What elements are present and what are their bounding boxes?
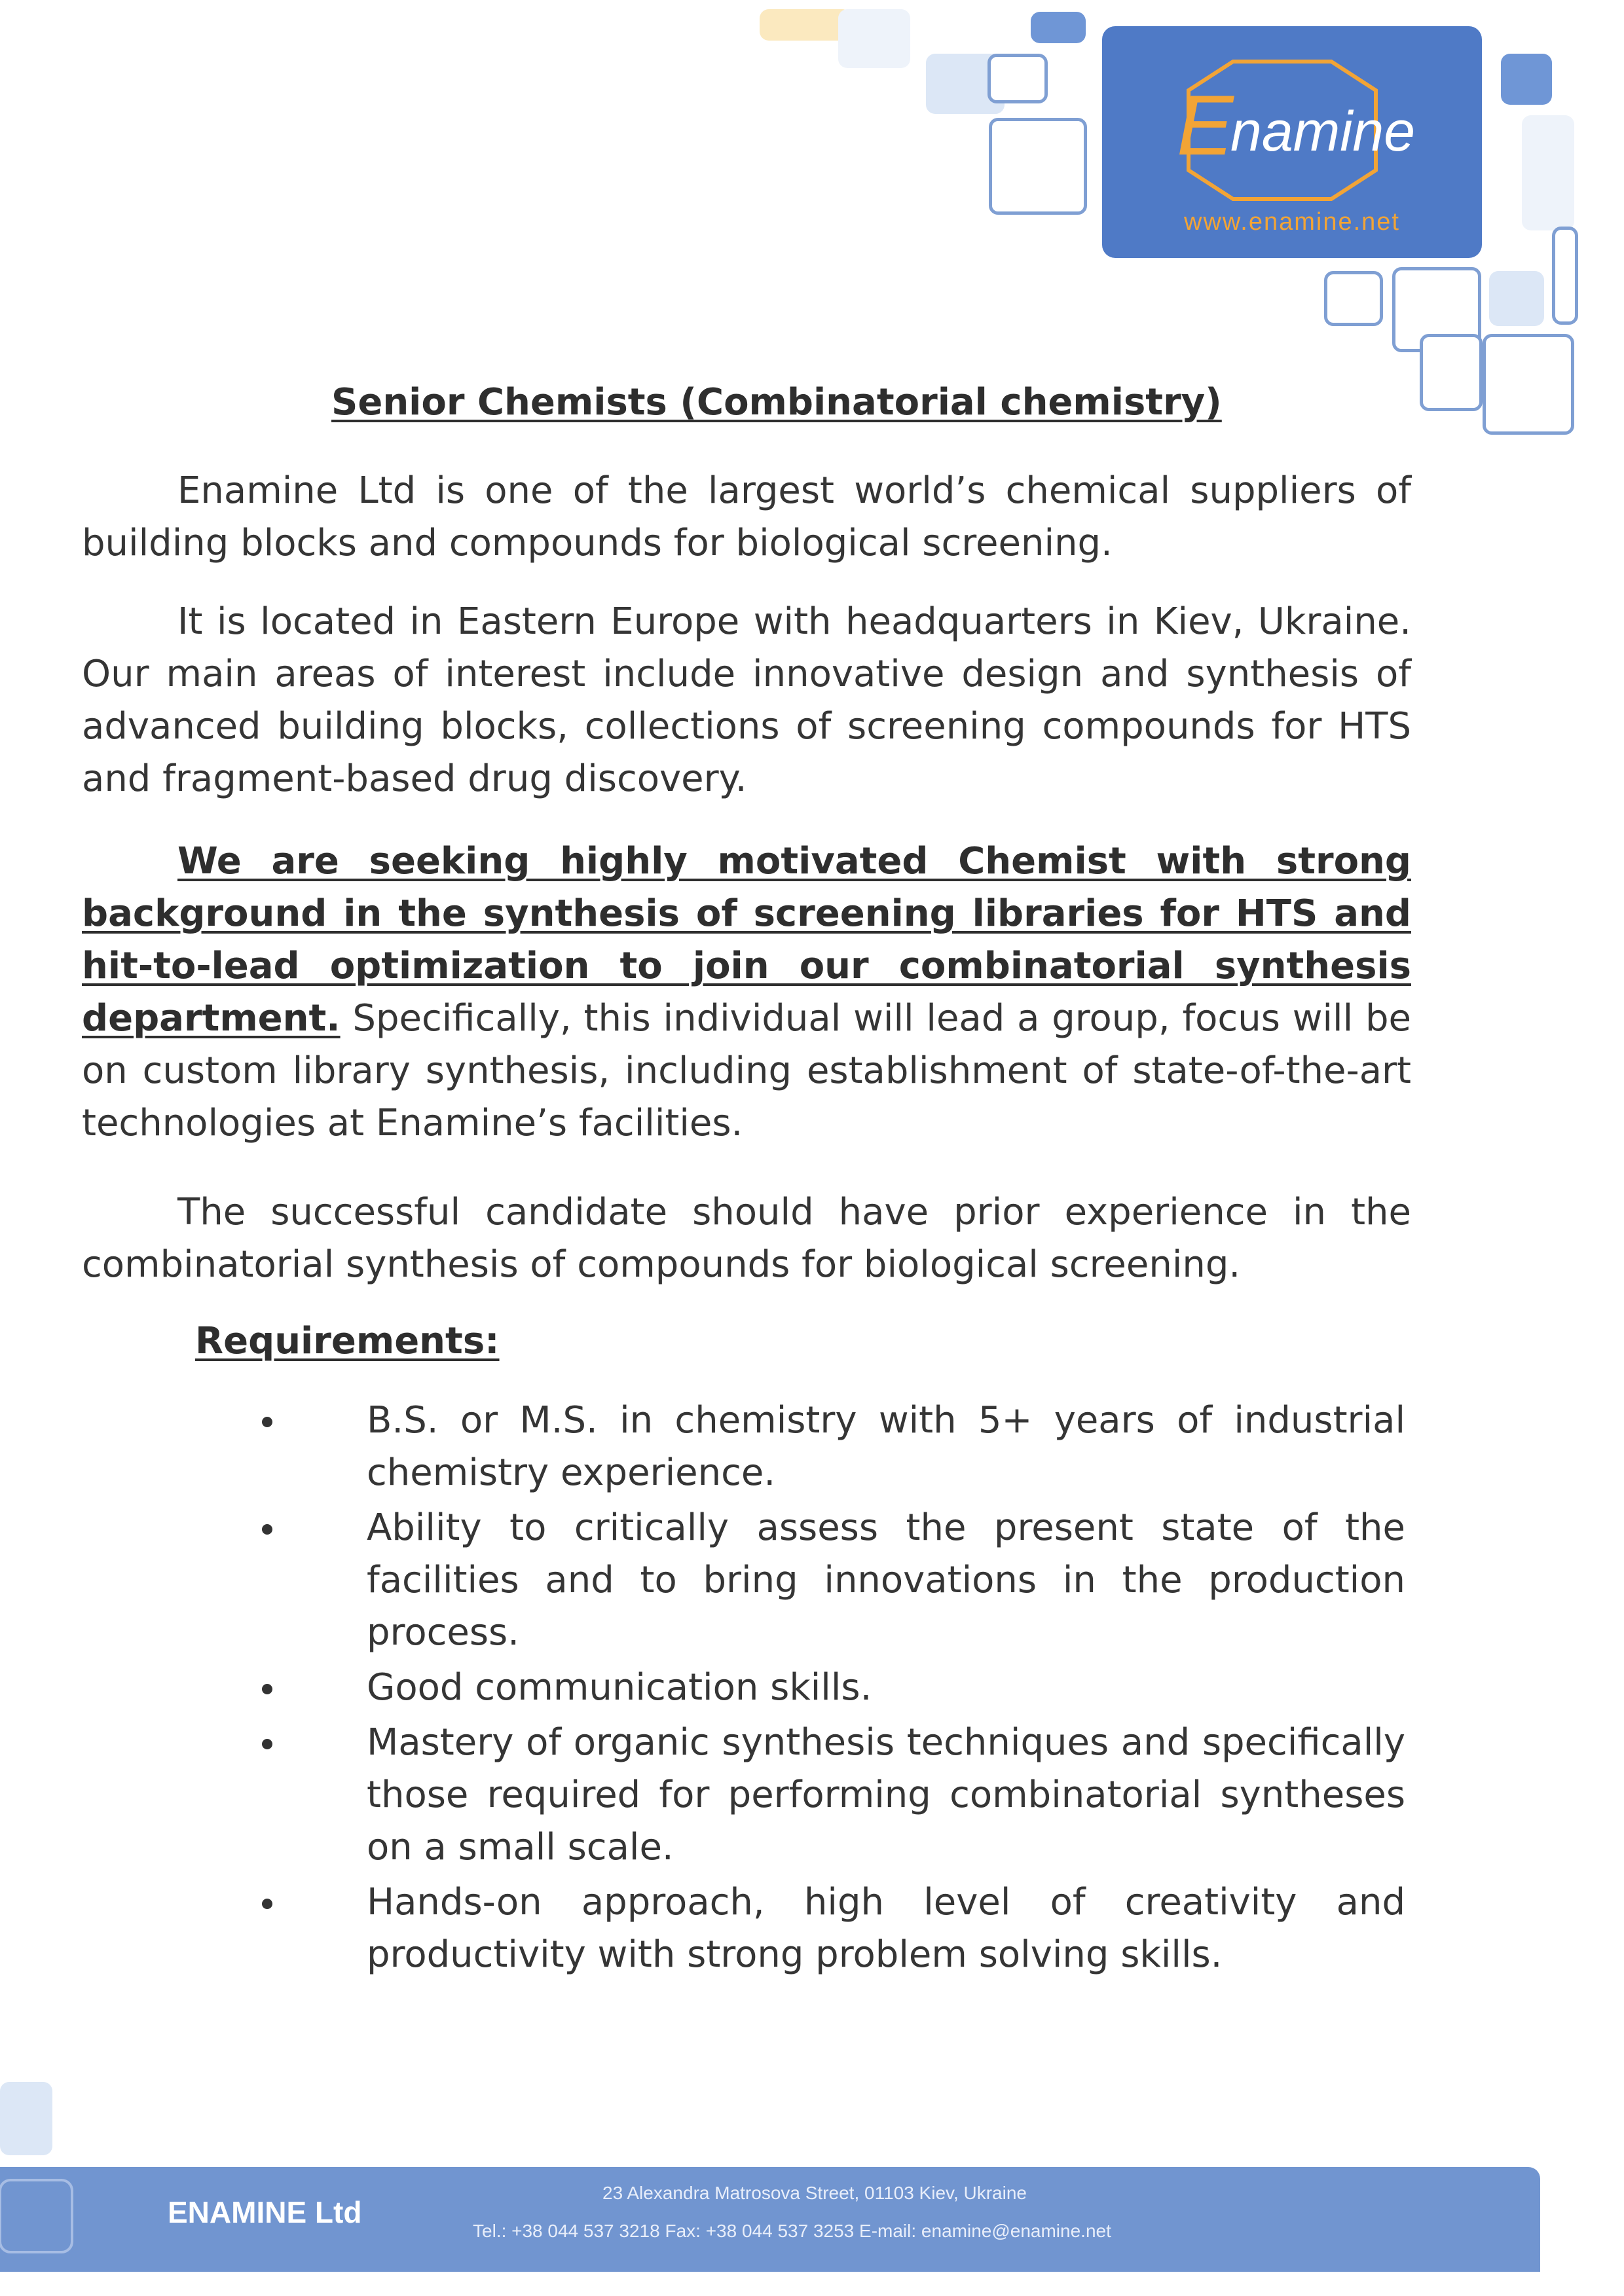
seeking-paragraph [82,835,1411,1150]
requirement-text: B.S. or M.S. in chemistry with 5+ years of industrial chemistry experience. [367,1399,1405,1494]
location-paragraph: It is located in Eastern Europe with headquarters in Kiev, Ukraine. Our main areas of interest include innovative design and synthesis of advanced building blocks, collections of screening compounds for HTS and fragment-based drug discovery. [82,600,1411,800]
decor-square [838,9,910,68]
list-item [262,1717,1405,1874]
decor-square [1489,271,1544,326]
list-item [262,1876,1405,1981]
decor-square [1031,12,1086,43]
seeking-details: Specifically, this individual will lead a group, focus will be on custom library synthesis, including establishment of state-of-the-art technologies at Enamine’s facilities. [82,997,1411,1144]
bullet-icon [262,1739,272,1749]
footer-contacts: Tel.: +38 044 537 3218 Fax: +38 044 537 3253 E-mail: enamine@enamine.net [473,2221,1111,2241]
requirements-heading: Requirements: [195,1320,500,1362]
footer-company: ENAMINE Ltd [168,2195,362,2229]
logo-initial: E [1177,77,1234,173]
footer-address: 23 Alexandra Matrosova Street, 01103 Kiev, Ukraine [602,2183,1027,2203]
bullet-icon [262,1684,272,1694]
candidate-paragraph: The successful candidate should have prior experience in the combinatorial synthesis of compounds for biological screening. [82,1191,1411,1286]
list-item [262,1502,1405,1659]
decor-square [1552,227,1578,325]
list-item [262,1394,1405,1499]
requirement-text: Ability to critically assess the present state of the facilities and to bring innovations in the production process. [367,1506,1405,1654]
requirements-list [262,1394,1405,1984]
bullet-icon [262,1899,272,1909]
bullet-icon [262,1417,272,1427]
logo-name: namine [1230,100,1416,163]
decor-square [1483,334,1574,435]
intro-paragraph: Enamine Ltd is one of the largest world’s chemical suppliers of building blocks and compounds for biological screening. [82,469,1411,564]
decor-square [1420,334,1483,411]
decor-square [1324,271,1383,326]
decor-square [0,2082,52,2155]
requirement-text: Good communication skills. [367,1666,872,1709]
footer-decor-icon [0,2174,85,2265]
decor-square [1501,54,1552,105]
page-title: Senior Chemists (Combinatorial chemistry) [331,381,1222,424]
enamine-logo [1102,26,1482,258]
decor-square [989,118,1087,215]
requirement-text: Mastery of organic synthesis techniques and specifically those required for performing combinatorial syntheses on a small scale. [367,1721,1405,1868]
logo-website: www.enamine.net [1184,208,1400,236]
decor-square [987,54,1048,103]
list-item [262,1662,1405,1714]
decor-square [760,9,851,41]
decor-square [1522,115,1574,230]
bullet-icon [262,1524,272,1535]
requirement-text: Hands-on approach, high level of creativity and productivity with strong problem solving skills. [367,1881,1405,1976]
seeking-emphasis: We are seeking highly motivated Chemist with strong background in the synthesis of screening libraries for HTS and hit-to-lead optimization to join our combinatorial synthesis department. [82,840,1411,1040]
